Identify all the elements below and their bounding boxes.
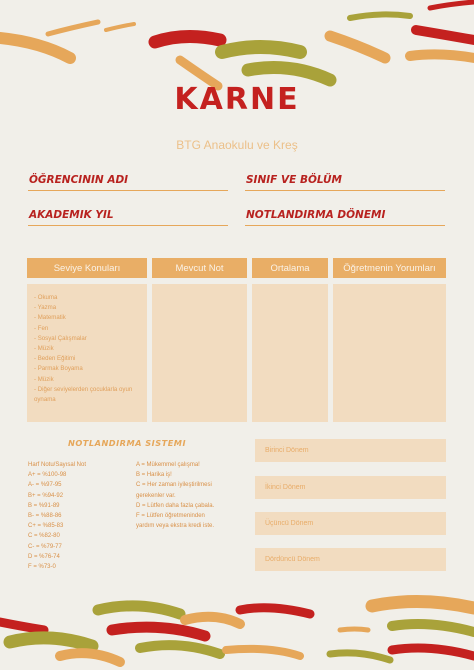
current-grade-column[interactable] (152, 284, 247, 422)
student-name-label: ÖĞRENCININ ADI (29, 174, 129, 186)
list-item: A+ = %100-98 (28, 472, 67, 479)
school-name: BTG Anaokulu ve Kreş (176, 138, 298, 152)
list-item: D = Lütfen daha fazla çabala. (136, 502, 215, 509)
list-item: C = Her zaman iyileştirilmesi (136, 482, 212, 489)
list-item: B- = %88-86 (28, 513, 62, 520)
academic-year-field[interactable] (28, 205, 228, 226)
teacher-comments-column[interactable] (333, 284, 446, 422)
subjects-list (34, 293, 144, 405)
term-second[interactable]: İkinci Dönem (255, 476, 446, 499)
bottom-brush-decoration (0, 590, 474, 670)
list-item: F = %73-0 (28, 564, 56, 571)
list-item: - Müzik (34, 345, 54, 353)
average-column[interactable] (252, 284, 328, 422)
grading-system-title: NOTLANDIRMA SISTEMI (68, 438, 186, 448)
list-item: B = Harika iş! (136, 472, 172, 479)
grading-period-field[interactable] (245, 205, 445, 226)
list-item: - Müzik (34, 375, 54, 383)
class-section-field[interactable] (245, 170, 445, 191)
grade-meaning-list (136, 460, 232, 531)
list-item: B = %91-89 (28, 502, 60, 509)
list-item: gerekenler var. (136, 492, 176, 499)
list-item: B+ = %94-92 (28, 492, 64, 499)
page-title: KARNE (174, 82, 300, 117)
list-item: C = %82-80 (28, 533, 60, 540)
list-item: A- = %97-95 (28, 482, 62, 489)
term-third[interactable]: Üçüncü Dönem (255, 512, 446, 535)
list-item: - Yazma (34, 304, 57, 312)
header-teacher-comments: Öğretmenin Yorumları (333, 258, 446, 278)
list-item: D = %76-74 (28, 553, 60, 560)
header-current-grade: Mevcut Not (152, 258, 247, 278)
list-item: - Beden Eğitimi (34, 355, 76, 363)
list-item: F = Lütfen öğretmeninden (136, 513, 205, 520)
list-item: - Sosyal Çalışmalar (34, 334, 87, 342)
header-average: Ortalama (252, 258, 328, 278)
list-item: C+ = %85-83 (28, 523, 64, 530)
list-item: Harf Notu/Sayısal Not (28, 462, 87, 468)
list-item: - Matematik (34, 314, 66, 322)
list-item: - Fen (34, 324, 49, 332)
list-item: A = Mükemmel çalışma! (136, 462, 200, 468)
list-item: C- = %79-77 (28, 543, 62, 550)
grade-scale-list (28, 460, 128, 572)
list-item: yardım veya ekstra kredi iste. (136, 523, 215, 530)
header-subjects: Seviye Konuları (27, 258, 147, 278)
term-first[interactable]: Birinci Dönem (255, 439, 446, 462)
grading-period-label: NOTLANDIRMA DÖNEMI (246, 209, 386, 221)
list-item: - Okuma (34, 294, 58, 301)
class-section-label: SINIF VE BÖLÜM (246, 174, 342, 186)
list-item: - Diğer seviyelerden çocuklarla oyun oynama (34, 385, 133, 404)
term-fourth[interactable]: Dördüncü Dönem (255, 548, 446, 571)
academic-year-label: AKADEMIK YIL (29, 209, 114, 221)
student-name-field[interactable] (28, 170, 228, 191)
list-item: - Parmak Boyama (34, 365, 83, 373)
